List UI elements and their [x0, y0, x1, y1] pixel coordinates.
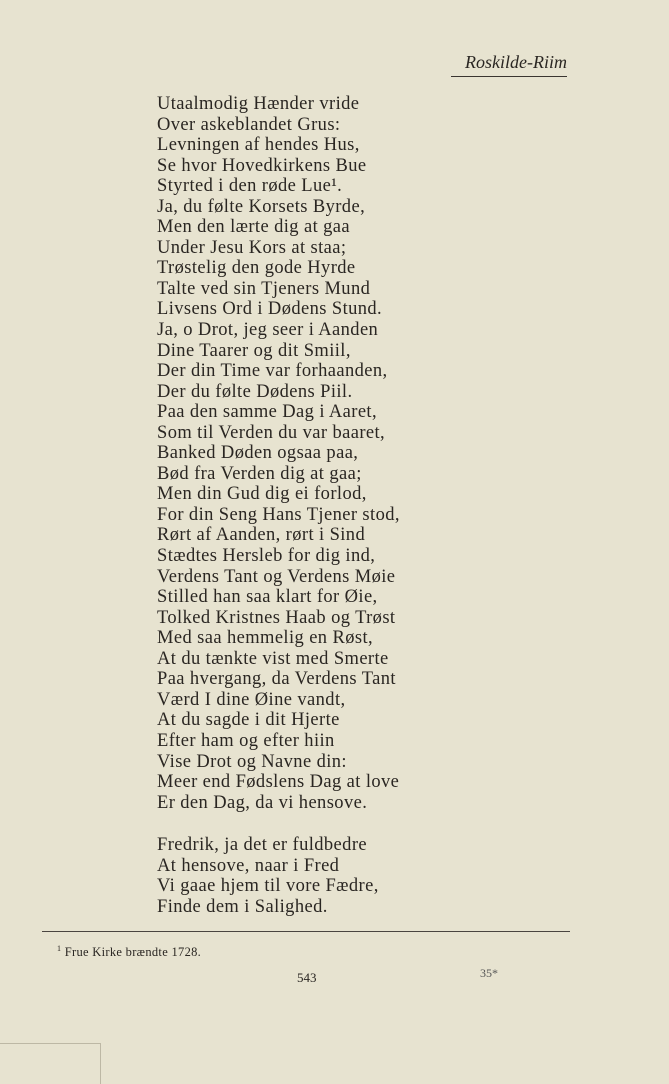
poem-line: Er den Dag, da vi hensove.	[157, 792, 368, 813]
poem-line: Finde dem i Salighed.	[157, 896, 328, 917]
poem-line: Se hvor Hovedkirkens Bue	[157, 155, 367, 176]
footnote-text: Frue Kirke brændte 1728.	[64, 945, 202, 960]
poem-line: Paa hvergang, da Verdens Tant	[157, 669, 396, 690]
poem-line: For din Seng Hans Tjener stod,	[157, 504, 400, 525]
poem-line: Talte ved sin Tjeners Mund	[157, 278, 371, 299]
poem-line: Vise Drot og Navne din:	[157, 751, 347, 772]
poem-line: At du sagde i dit Hjerte	[157, 710, 340, 731]
footnote	[57, 944, 201, 960]
poem-line: Værd I dine Øine vandt,	[157, 689, 346, 710]
footnote-divider	[42, 931, 570, 932]
poem-line: Men din Gud dig ei forlod,	[157, 484, 367, 505]
poem-line: Ja, du følte Korsets Byrde,	[157, 196, 366, 217]
signature-mark: 35*	[480, 966, 498, 980]
poem-line: Paa den samme Dag i Aaret,	[157, 402, 377, 423]
poem-line: Utaalmodig Hænder vride	[157, 94, 360, 114]
poem-line: Livsens Ord i Dødens Stund.	[157, 299, 383, 320]
poem-line: Under Jesu Kors at staa;	[157, 237, 347, 258]
poem-line: Efter ham og efter hiin	[157, 730, 335, 751]
poem-line: Stædtes Hersleb for dig ind,	[157, 546, 376, 567]
poem-line: Som til Verden du var baaret,	[157, 422, 386, 443]
poem-line: Der du følte Dødens Piil.	[157, 381, 353, 402]
running-title: Roskilde-Riim	[451, 52, 567, 77]
poem-line: At hensove, naar i Fred	[157, 855, 340, 876]
poem-line: Med saa hemmelig en Røst,	[157, 628, 374, 649]
poem-stanza-2	[157, 835, 379, 917]
poem-line: Der din Time var forhaanden,	[157, 361, 388, 382]
poem-line: Banked Døden ogsaa paa,	[157, 443, 359, 464]
poem-line: Over askeblandet Grus:	[157, 114, 341, 135]
poem-line: Tolked Kristnes Haab og Trøst	[157, 607, 396, 628]
poem-line: Stilled han saa klart for Øie,	[157, 587, 378, 608]
poem-line: Vi gaae hjem til vore Fædre,	[157, 876, 379, 897]
scan-edge-mark	[0, 1043, 101, 1084]
poem-line: Meer end Fødslens Dag at love	[157, 772, 400, 793]
poem-line: Fredrik, ja det er fuldbedre	[157, 835, 367, 855]
page-number: 543	[297, 970, 317, 985]
poem-line: Trøstelig den gode Hyrde	[157, 258, 356, 279]
poem-line: Rørt af Aanden, rørt i Sind	[157, 525, 366, 546]
poem-line: At du tænkte vist med Smerte	[157, 648, 389, 669]
footnote-marker: 1	[57, 944, 62, 953]
poem-line: Dine Taarer og dit Smiil,	[157, 340, 351, 361]
poem-line: Ja, o Drot, jeg seer i Aanden	[157, 320, 379, 341]
poem-line: Bød fra Verden dig at gaa;	[157, 463, 362, 484]
poem-line: Verdens Tant og Verdens Møie	[157, 566, 396, 587]
poem-line: Styrted i den røde Lue¹.	[157, 176, 343, 197]
poem-line: Men den lærte dig at gaa	[157, 217, 351, 238]
poem-stanza-1	[157, 94, 400, 813]
poem-line: Levningen af hendes Hus,	[157, 135, 360, 156]
